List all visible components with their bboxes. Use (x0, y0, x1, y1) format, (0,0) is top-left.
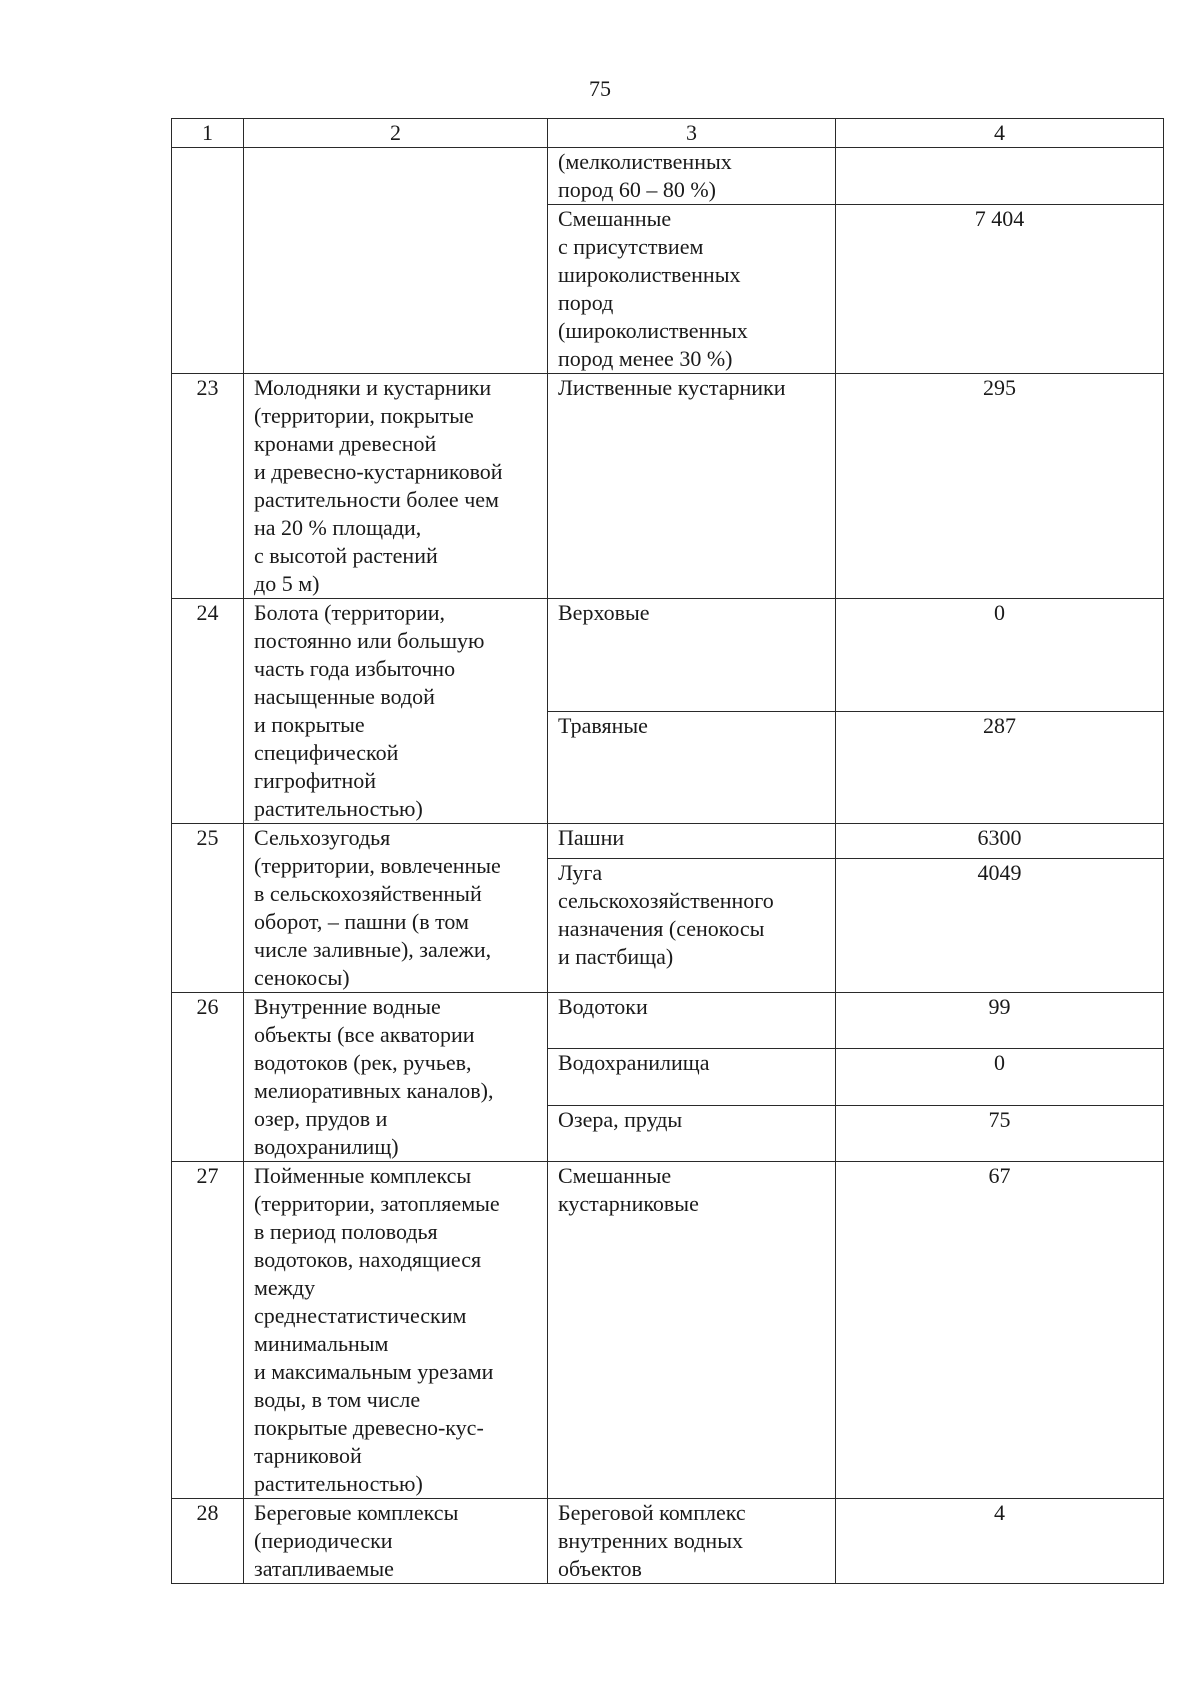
header-row (172, 119, 1164, 148)
table-row (172, 1499, 1164, 1584)
subtype-name: Озера, пруды (548, 1105, 836, 1161)
table-row (172, 1162, 1164, 1499)
area-value: 287 (836, 711, 1164, 824)
subtype-name: Водотоки (548, 993, 836, 1049)
category-name: Болота (территории, постоянно или большую часть года избыточно насыщенные водой и покрытые специфической гигрофитной растительностью) (244, 599, 548, 824)
area-value (836, 148, 1164, 205)
area-value: 0 (836, 599, 1164, 712)
table-row (172, 374, 1164, 599)
subtype-name: Травяные (548, 711, 836, 824)
area-value: 295 (836, 374, 1164, 599)
subtype-name: Смешанные с присутствием широколиственных пород (широколиственных пород менее 30 %) (548, 205, 836, 374)
category-name: Внутренние водные объекты (все акватории водотоков (рек, ручьев, мелиоративных каналов), озер, прудов и водохранилищ) (244, 993, 548, 1162)
area-value: 4049 (836, 858, 1164, 993)
area-value: 7 404 (836, 205, 1164, 374)
area-value: 4 (836, 1499, 1164, 1584)
row-number (172, 148, 244, 374)
area-value: 99 (836, 993, 1164, 1049)
table-row (172, 148, 1164, 205)
column-header: 2 (244, 119, 548, 148)
category-name: Сельхозугодья (территории, вовлеченные в сельскохозяйственный оборот, – пашни (в том числе заливные), залежи, сенокосы) (244, 824, 548, 993)
page-number: 75 (589, 76, 611, 101)
subtype-name: Верховые (548, 599, 836, 712)
area-value: 6300 (836, 824, 1164, 859)
subtype-name: Лиственные кустарники (548, 374, 836, 599)
subtype-name: Луга сельскохозяйственного назначения (сенокосы и пастбища) (548, 858, 836, 993)
subtype-name: Водохранилища (548, 1049, 836, 1105)
area-value: 0 (836, 1049, 1164, 1105)
subtype-name: (мелколиственных пород 60 – 80 %) (548, 148, 836, 205)
table-row (172, 824, 1164, 859)
area-value: 75 (836, 1105, 1164, 1161)
table-row (172, 993, 1164, 1049)
table-row (172, 599, 1164, 712)
column-header: 1 (172, 119, 244, 148)
column-header: 4 (836, 119, 1164, 148)
category-name (244, 148, 548, 374)
subtype-name: Смешанные кустарниковые (548, 1162, 836, 1499)
category-name: Береговые комплексы (периодически затапливаемые (244, 1499, 548, 1584)
row-number: 28 (172, 1499, 244, 1584)
row-number: 26 (172, 993, 244, 1162)
subtype-name: Береговой комплекс внутренних водных объектов (548, 1499, 836, 1584)
category-name: Пойменные комплексы (территории, затопляемые в период половодья водотоков, находящиеся между среднестатистическим минимальным и максимальным урезами воды, в том числе покрытые древесно-кус- тарниковой растительностью) (244, 1162, 548, 1499)
row-number: 27 (172, 1162, 244, 1499)
data-table (171, 118, 1164, 1584)
row-number: 24 (172, 599, 244, 824)
subtype-name: Пашни (548, 824, 836, 859)
column-header: 3 (548, 119, 836, 148)
row-number: 25 (172, 824, 244, 993)
category-name: Молодняки и кустарники (территории, покрытые кронами древесной и древесно-кустарниковой растительности более чем на 20 % площади, с высотой растений до 5 м) (244, 374, 548, 599)
row-number: 23 (172, 374, 244, 599)
table-body (172, 148, 1164, 1584)
area-value: 67 (836, 1162, 1164, 1499)
